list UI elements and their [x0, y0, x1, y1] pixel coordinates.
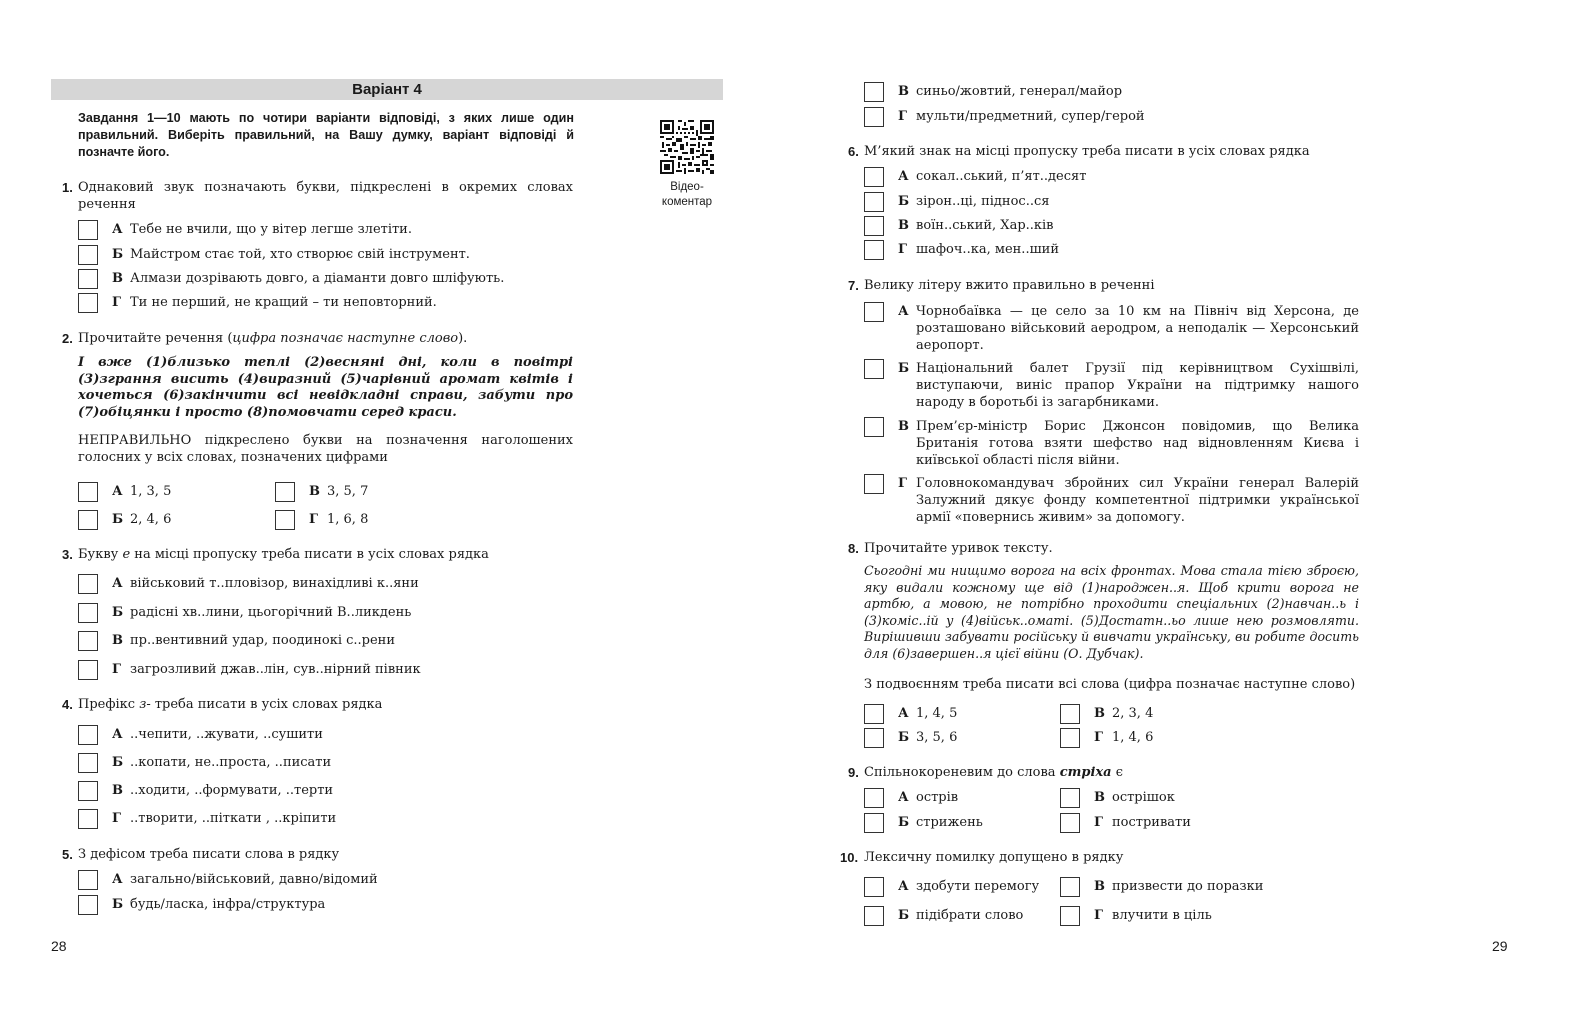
answer-checkbox[interactable] — [864, 216, 884, 236]
qr-code-icon[interactable] — [660, 120, 714, 174]
question-number: 8. — [848, 541, 859, 556]
question-text: М’який знак на місці пропуску треба писати в усіх словах рядка — [864, 144, 1310, 159]
question-text: Прочитайте уривок тексту. — [864, 541, 1053, 556]
question-number: 4. — [62, 697, 73, 712]
answer-checkbox[interactable] — [78, 895, 98, 915]
question-instruction: НЕПРАВИЛЬНО підкреслено букви на позначення наголошених голосних у всіх словах, позначених цифрами — [78, 433, 573, 465]
answer-checkbox[interactable] — [78, 269, 98, 289]
passage: Сьогодні ми нищимо ворога на всіх фронтах. Мова стала тією зброєю, яку видали кожному ще від (1)народжен..я. Щоб крити ворога не артбю, а мовою, не потрібно проходити спеціальних (2)навчан..ь і (3)коміс..ій у (4)військ..оматі. (5)Достатн..ьо лише нею розмовляти. Вирішивши забувати російську й вивчати українську, ви робите досить для (6)завершен..я цієї війни (О. Дубчак). — [864, 563, 1359, 661]
answer-checkbox[interactable] — [78, 220, 98, 240]
answer-checkbox[interactable] — [864, 417, 884, 437]
question-text: Велику літеру вжито правильно в реченні — [864, 278, 1155, 293]
answer-checkbox[interactable] — [1060, 728, 1080, 748]
answer-checkbox[interactable] — [864, 82, 884, 102]
question-text: Лексичну помилку допущено в рядку — [864, 850, 1124, 865]
passage: І вже (1)близько теплі (2)весняні дні, коли в повітрі (3)зграння висить (4)виразний (5)чарівний аромат квітів і хочеться (6)закінчити всі невідкладні справи, забути про (7)обіцянки і просто (8)помовчати серед краси. — [78, 355, 573, 420]
question-number: 2. — [62, 331, 73, 346]
answer-checkbox[interactable] — [78, 574, 98, 594]
answer-checkbox[interactable] — [1060, 704, 1080, 724]
answer-checkbox[interactable] — [864, 167, 884, 187]
answer-checkbox[interactable] — [78, 603, 98, 623]
answer-checkbox[interactable] — [864, 877, 884, 897]
answer-checkbox[interactable] — [78, 870, 98, 890]
answer-checkbox[interactable] — [864, 240, 884, 260]
answer-checkbox[interactable] — [78, 245, 98, 265]
answer-checkbox[interactable] — [864, 906, 884, 926]
question-text: Однаковий звук позначають букви, підкреслені в окремих словах речення — [78, 180, 573, 212]
answer-checkbox[interactable] — [864, 107, 884, 127]
answer-checkbox[interactable] — [864, 788, 884, 808]
page-number: 28 — [51, 938, 67, 954]
qr-caption: Відео- коментар — [661, 181, 713, 208]
answer-checkbox[interactable] — [864, 192, 884, 212]
right-page: В синьо/жовтий, генерал/майор Г мульти/предметний, супер/герой 6. М’який знак на місці пропуску треба писати в усіх словах рядка А сокал..ський, п’ят..десят Б зірон..ці, піднос..ся В воїн..ський, Хар..ків Г шафоч..ка, мен..ший 7. Велику літеру вжито правильно в реченні А Чорнобаївка — це село за 10 км на Північ від Херсона, де розташовано військовий аеродром, а неподалік — Херсонський аеропорт. Б Національний балет Грузії під керівництвом Сухішвілі, виступаючи, виніс прапор України на підтримку нашого народу в боротьбі із загарбниками. В Прем’єр-міністр Борис Джонсон повідомив, що Велика Британія готова взяти шефство над відновленням Києва і київської області після війни. Г Головнокомандувач збройних сил України генерал Валерій Залужний дякує фонду компетентної підтримки української армії «повернись живим» за допомогу. 8. Прочитайте уривок тексту. Сьогодні ми нищимо ворога на всіх фронтах. Мова стала тією зброєю, яку видали кожному ще від (1)народжен..я. Щоб крити ворога не артбю, а мовою, не потрібно проходити спеціальних (2)навчан..ь і (3)коміс..ій у (4)військ..оматі. (5)Достатн..ьо лише нею розмовляти. Вирішивши забувати російську й вивчати українську, ви робите досить для (6)завершен..я цієї війни (О. Дубчак). З подвоєнням треба писати всі слова (цифра позначає наступне слово) А 1, 4, 5 В 2, 3, 4 Б 3, 5, 6 Г 1, 4, 6 9. Спільнокореневим до слова стріха є А острів В острішок Б стрижень Г постривати 10. Лексичну помилку допущено в рядку А здобути перемогу В призвести до поразки Б підібрати слово Г влучити в ціль 29 — [840, 84, 1508, 954]
answer-checkbox[interactable] — [864, 302, 884, 322]
answer-checkbox[interactable] — [78, 660, 98, 680]
answer-checkbox[interactable] — [78, 510, 98, 530]
answer-checkbox[interactable] — [1060, 788, 1080, 808]
answer-checkbox[interactable] — [78, 753, 98, 773]
answer-checkbox[interactable] — [1060, 813, 1080, 833]
question-text: Спільнокореневим до слова стріха є — [864, 765, 1123, 780]
answer-checkbox[interactable] — [864, 704, 884, 724]
question-number: 6. — [848, 144, 859, 159]
question-instruction: З подвоєнням треба писати всі слова (цифра позначає наступне слово) — [864, 677, 1356, 692]
question-number: 3. — [62, 547, 73, 562]
answer-checkbox[interactable] — [275, 510, 295, 530]
answer-checkbox[interactable] — [864, 359, 884, 379]
left-page: Варіант 4 Завдання 1—10 мають по чотири варіанти відповіді, з яких лише один правильний. Виберіть правильний, на Вашу думку, варіант відповіді й позначте його. Відео- коментар 1. Однаковий звук позначають букви, підкреслені в окремих словах речення А Тебе не вчили, що у вітер легше злетіти. Б Майстром стає той, хто створює свій інструмент. В Алмази дозрівають довго, а діаманти довго шліфують. Г Ти не перший, не кращий – ти неповторний. 2. Прочитайте речення (цифра позначає наступне слово). І вже (1)близько теплі (2)весняні дні, коли в повітрі (3)зграння висить (4)виразний (5)чарівний аромат квітів і хочеться (6)закінчити всі невідкладні справи, забути про (7)обіцянки і просто (8)помовчати серед краси. НЕПРАВИЛЬНО підкреслено букви на позначення наголошених голосних у всіх словах, позначених цифрами А 1, 3, 5 В 3, 5, 7 Б 2, 4, 6 Г 1, 6, 8 3. Букву е на місці пропуску треба писати в усіх словах рядка А військовий т..пловізор, винахідливі к..яни Б радісні хв..лини, цьогорічний В..ликдень В пр..вентивний удар, поодинокі с..рени Г загрозливий джав..лін, сув..нірний півник 4. Префікс з- треба писати в усіх словах рядка А ..чепити, ..жувати, ..сушити Б ..копати, не..проста, ..писати В ..ходити, ..формувати, ..терти Г ..творити, ..піткати , ..кріпити 5. З дефісом треба писати слова в рядку А загально/військовий, давно/відомий Б будь/ласка, інфра/структура 28 — [0, 0, 787, 1024]
question-number: 7. — [848, 278, 859, 293]
answer-checkbox[interactable] — [78, 482, 98, 502]
answer-option[interactable]: Г Головнокомандувач збройних сил України генерал Валерій Залужний дякує фонду компетентної підтримки української армії «повернись живим» за допомогу. — [864, 474, 1359, 494]
question-number: 9. — [848, 765, 859, 780]
answer-checkbox[interactable] — [275, 482, 295, 502]
answer-checkbox[interactable] — [864, 474, 884, 494]
answer-checkbox[interactable] — [78, 809, 98, 829]
answer-checkbox[interactable] — [864, 728, 884, 748]
answer-checkbox[interactable] — [78, 725, 98, 745]
instructions: Завдання 1—10 мають по чотири варіанти відповіді, з яких лише один правильний. Виберіть правильний, на Вашу думку, варіант відповіді й позначте його. — [78, 111, 574, 159]
answer-checkbox[interactable] — [78, 293, 98, 313]
question-text: Букву е на місці пропуску треба писати в усіх словах рядка — [78, 547, 489, 562]
answer-checkbox[interactable] — [1060, 906, 1080, 926]
question-text: Префікс з- треба писати в усіх словах рядка — [78, 697, 383, 712]
answer-checkbox[interactable] — [78, 781, 98, 801]
question-number: 5. — [62, 847, 73, 862]
answer-checkbox[interactable] — [78, 631, 98, 651]
answer-checkbox[interactable] — [864, 813, 884, 833]
answer-option[interactable]: Б Національний балет Грузії під керівництвом Сухішвілі, виступаючи, виніс прапор України на підтримку нашого народу в боротьбі із загарбниками. — [864, 359, 1359, 379]
question-number: 1. — [62, 180, 73, 195]
answer-option[interactable]: А Чорнобаївка — це село за 10 км на Північ від Херсона, де розташовано військовий аеродром, а неподалік — Херсонський аеропорт. — [864, 302, 1359, 322]
page-number: 29 — [1492, 938, 1508, 954]
answer-checkbox[interactable] — [1060, 877, 1080, 897]
question-text: З дефісом треба писати слова в рядку — [78, 847, 340, 862]
variant-title: Варіант 4 — [51, 79, 723, 100]
answer-option[interactable]: В Прем’єр-міністр Борис Джонсон повідомив, що Велика Британія готова взяти шефство над відновленням Києва і київської області після війни. — [864, 417, 1359, 437]
question-text: Прочитайте речення (цифра позначає наступне слово). — [78, 331, 468, 346]
question-number: 10. — [840, 850, 859, 865]
